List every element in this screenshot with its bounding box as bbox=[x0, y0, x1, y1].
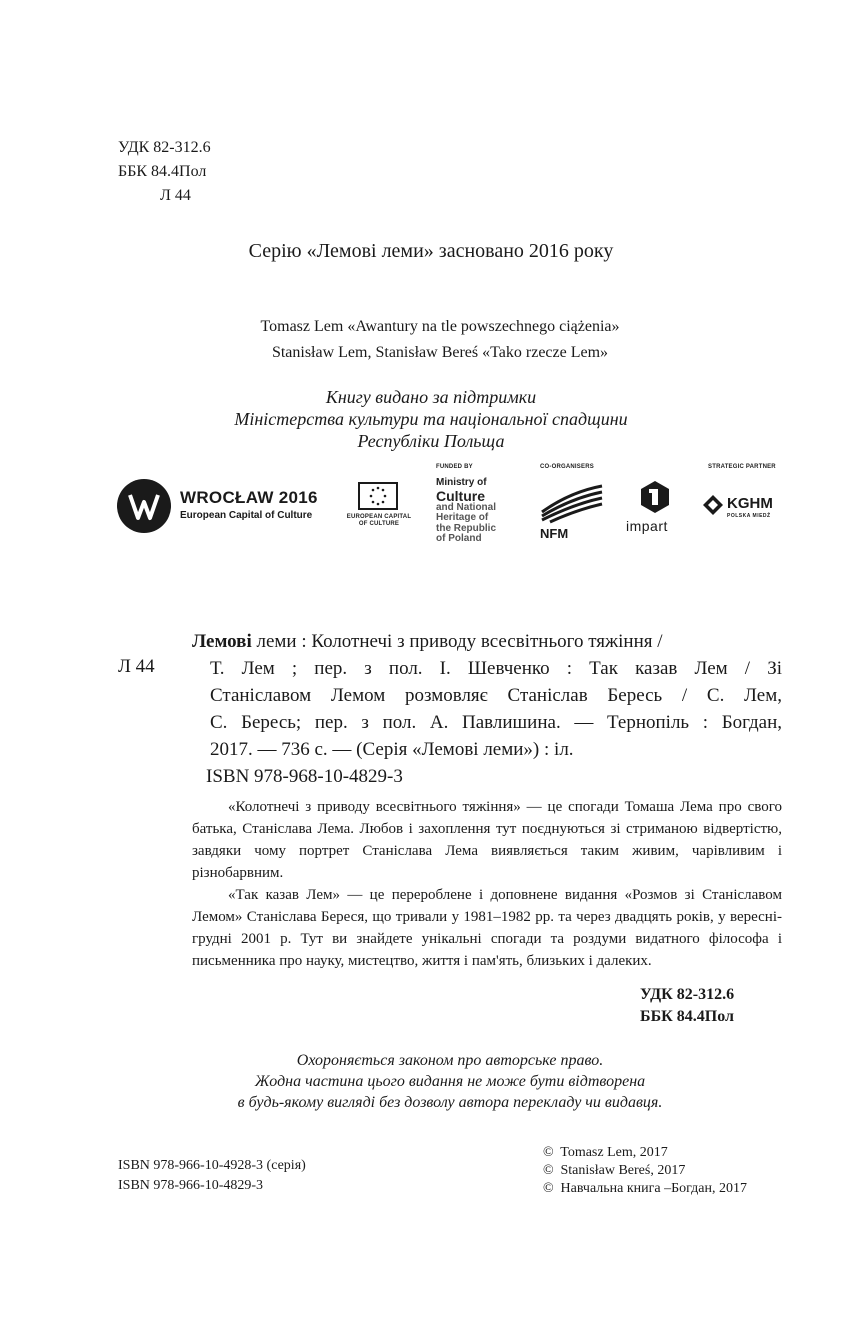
nfm-label: NFM bbox=[540, 526, 569, 541]
catalog-line-3: Станіславом Лемом розмовляє Станіслав Бересь / С. Лем, bbox=[210, 685, 782, 706]
copyright-line-1 bbox=[543, 1144, 747, 1162]
annotation-paragraph-2: «Так казав Лем» — це перероблене і доповнене видання «Розмов зі Станіславом Лемом» Станіслава Береся, що тривали у 1981–1982 рр. та через двадцять років, у вересні-грудні 2001 р. Тут ви знайдете унікальні спогади та роздуми видатного філософа і письменника про науку, мистецтво, життя і пам'ять, близьких і далеких. bbox=[192, 887, 782, 969]
original-titles bbox=[0, 314, 862, 366]
wroclaw-title: WROCŁAW 2016 bbox=[180, 488, 318, 507]
support-line-3: Республіки Польща bbox=[357, 431, 505, 451]
catalog-isbn: ISBN 978-968-10-4829-3 bbox=[206, 766, 403, 787]
nfm-logo-icon bbox=[540, 482, 604, 524]
sponsor-logos bbox=[0, 462, 862, 562]
bbk-bottom: ББК 84.4Пол bbox=[640, 1008, 734, 1025]
funded-by-label: FUNDED BY bbox=[436, 464, 473, 470]
catalog-line-1 bbox=[192, 628, 782, 655]
copyright-holder-3: Навчальна книга –Богдан, 2017 bbox=[560, 1181, 748, 1196]
rights-line-2: Жодна частина цього видання не може бути відтворена bbox=[254, 1073, 646, 1090]
copyright-notice bbox=[0, 1050, 862, 1113]
eu-label bbox=[345, 514, 413, 528]
isbn-block bbox=[118, 1156, 306, 1196]
annotation-paragraph-1: «Колотнечі з приводу всесвітнього тяжіння» — це спогади Томаша Лема про свого батька, Станіслава Лема. Любов і захоплення тут поєднуються зі стриманою відвертістю, завдяки чому портрет Станіслава Лема виявляється таким живим, чарівливим і різнобарвним. bbox=[192, 799, 782, 881]
eu-flag-icon bbox=[358, 482, 398, 510]
annotation bbox=[192, 796, 782, 972]
catalog-line-1-rest: леми : Колотнечі з приводу всесвітнього тяжіння / bbox=[251, 631, 663, 652]
ministry-line-3: and National bbox=[436, 501, 497, 513]
wroclaw-subtitle: European Capital of Culture bbox=[180, 510, 313, 521]
eu-label-line-2: OF CULTURE bbox=[358, 521, 400, 527]
udk-code: УДК 82-312.6 bbox=[118, 139, 211, 156]
catalog-title-bold: Лемові bbox=[192, 631, 252, 652]
isbn-series: ISBN 978-966-10-4928-3 (серія) bbox=[118, 1158, 306, 1173]
co-organisers-label: CO-ORGANISERS bbox=[540, 464, 594, 470]
ministry-line-4: Heritage of bbox=[436, 512, 489, 523]
author-code: Л 44 bbox=[160, 187, 191, 204]
support-line-1: Книгу видано за підтримки bbox=[325, 387, 537, 407]
ministry-line-2: Culture bbox=[436, 487, 485, 504]
classification-bottom bbox=[640, 984, 778, 1028]
support-line-2: Міністерства культури та національної спадщини bbox=[234, 409, 628, 429]
copyright-holder-2: Stanisław Bereś, 2017 bbox=[560, 1163, 686, 1178]
copyright-holders bbox=[543, 1144, 747, 1198]
ministry-logo bbox=[436, 478, 496, 545]
copyright-icon: © bbox=[543, 1181, 554, 1196]
support-note bbox=[0, 386, 862, 452]
kghm-sublabel: POLSKA MIEDŹ bbox=[727, 513, 771, 519]
wroclaw-logo-icon bbox=[116, 478, 172, 534]
catalog-author-code: Л 44 bbox=[118, 656, 155, 677]
series-note: Серію «Лемові леми» засновано 2016 року bbox=[248, 240, 614, 262]
eu-label-line-1: EUROPEAN CAPITAL bbox=[346, 514, 412, 520]
catalog-line-2: Т. Лем ; пер. з пол. І. Шевченко : Так казав Лем / Зі bbox=[210, 658, 782, 679]
original-title-1: Tomasz Lem «Awantury na tle powszechnego ciążenia» bbox=[260, 318, 620, 335]
ministry-line-1: Ministry of bbox=[436, 477, 487, 488]
copyright-holder-1: Tomasz Lem, 2017 bbox=[560, 1145, 668, 1160]
bbk-code: ББК 84.4Пол bbox=[118, 163, 207, 180]
isbn-book: ISBN 978-966-10-4829-3 bbox=[118, 1178, 264, 1193]
classification-block bbox=[118, 136, 211, 208]
copyright-icon: © bbox=[543, 1163, 554, 1178]
rights-line-1: Охороняється законом про авторське право. bbox=[296, 1052, 604, 1069]
catalog-record bbox=[192, 628, 782, 790]
impart-logo-icon bbox=[640, 480, 670, 514]
rights-line-3: в будь-якому вигляді без дозволу автора перекладу чи видавця. bbox=[237, 1094, 663, 1111]
copyright-icon: © bbox=[543, 1145, 554, 1160]
catalog-line-4: С. Бересь; пер. з пол. А. Павлишина. — Тернопіль : Богдан, bbox=[210, 712, 782, 733]
copyright-line-2 bbox=[543, 1162, 747, 1180]
strategic-partner-label: STRATEGIC PARTNER bbox=[708, 464, 776, 470]
kghm-logo-icon bbox=[702, 494, 724, 516]
ministry-line-5: the Republic bbox=[436, 522, 497, 534]
udk-bottom: УДК 82-312.6 bbox=[640, 986, 735, 1003]
original-title-2: Stanisław Lem, Stanisław Bereś «Tako rzecze Lem» bbox=[271, 344, 609, 361]
ministry-line-6: of Poland bbox=[436, 533, 482, 544]
kghm-label: KGHM bbox=[727, 495, 773, 512]
copyright-line-3 bbox=[543, 1180, 747, 1198]
catalog-line-5: 2017. — 736 с. — (Серія «Лемові леми») : іл. bbox=[210, 739, 574, 760]
impart-label: impart bbox=[626, 518, 668, 534]
